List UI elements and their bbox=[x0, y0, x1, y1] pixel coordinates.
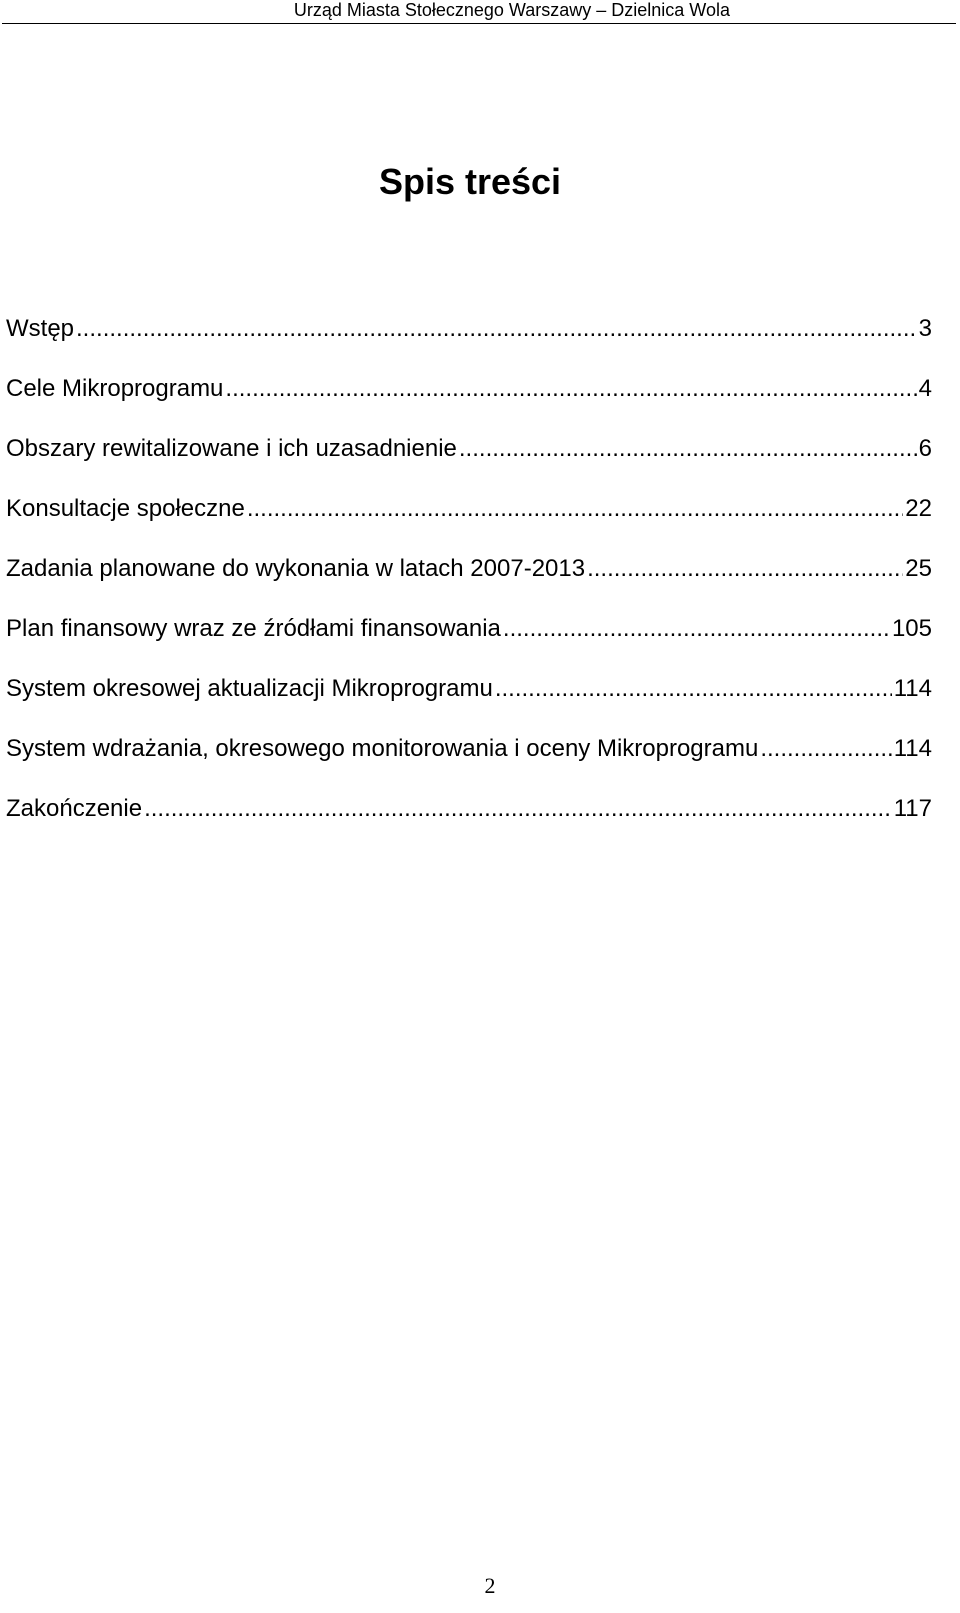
toc-entry-konsultacje-spoleczne[interactable] bbox=[6, 495, 932, 555]
toc-dot-leader bbox=[503, 615, 890, 643]
toc-entry-page: 6 bbox=[918, 435, 932, 462]
toc-entry-system-aktualizacji[interactable] bbox=[6, 675, 932, 735]
toc-entry-page: 114 bbox=[893, 675, 932, 702]
toc-entry-label: System wdrażania, okresowego monitorowania i oceny Mikroprogramu bbox=[6, 735, 759, 762]
toc-entry-label: Konsultacje społeczne bbox=[6, 495, 245, 522]
toc-entry-plan-finansowy[interactable] bbox=[6, 615, 932, 675]
toc-entry-system-wdrazania[interactable] bbox=[6, 735, 932, 795]
toc-entry-page: 105 bbox=[891, 615, 932, 642]
table-of-contents bbox=[6, 315, 932, 855]
toc-entry-cele-mikroprogramu[interactable] bbox=[6, 375, 932, 435]
toc-entry-page: 114 bbox=[893, 735, 932, 762]
toc-entry-page: 25 bbox=[905, 555, 932, 582]
toc-dot-leader bbox=[587, 555, 903, 583]
running-header bbox=[0, 0, 960, 25]
running-header-text: Urząd Miasta Stołecznego Warszawy – Dzielnica Wola bbox=[293, 0, 730, 20]
toc-entry-zakonczenie[interactable] bbox=[6, 795, 932, 855]
toc-entry-label: Plan finansowy wraz ze źródłami finansowania bbox=[6, 615, 501, 642]
toc-entry-label: System okresowej aktualizacji Mikroprogramu bbox=[6, 675, 493, 702]
toc-entry-label: Wstęp bbox=[6, 315, 75, 342]
toc-entry-page: 4 bbox=[918, 375, 932, 402]
page-number: 2 bbox=[484, 1573, 496, 1598]
toc-dot-leader bbox=[247, 495, 903, 523]
header-rule bbox=[2, 23, 956, 24]
toc-entry-wstep[interactable] bbox=[6, 315, 932, 375]
toc-dot-leader bbox=[76, 315, 917, 343]
toc-dot-leader bbox=[495, 675, 892, 703]
toc-entry-label: Cele Mikroprogramu bbox=[6, 375, 224, 402]
toc-dot-leader bbox=[144, 795, 892, 823]
toc-entry-label: Obszary rewitalizowane i ich uzasadnienie bbox=[6, 435, 457, 462]
toc-entry-label: Zakończenie bbox=[6, 795, 143, 822]
toc-dot-leader bbox=[225, 375, 916, 403]
toc-dot-leader bbox=[760, 735, 891, 763]
toc-entry-page: 22 bbox=[905, 495, 932, 522]
page-title: Spis treści bbox=[378, 161, 562, 202]
toc-dot-leader bbox=[459, 435, 917, 463]
toc-entry-zadania-planowane[interactable] bbox=[6, 555, 932, 615]
toc-entry-page: 3 bbox=[918, 315, 932, 342]
toc-entry-page: 117 bbox=[893, 795, 932, 822]
toc-entry-label: Zadania planowane do wykonania w latach 2007-2013 bbox=[6, 555, 586, 582]
toc-entry-obszary-rewitalizowane[interactable] bbox=[6, 435, 932, 495]
